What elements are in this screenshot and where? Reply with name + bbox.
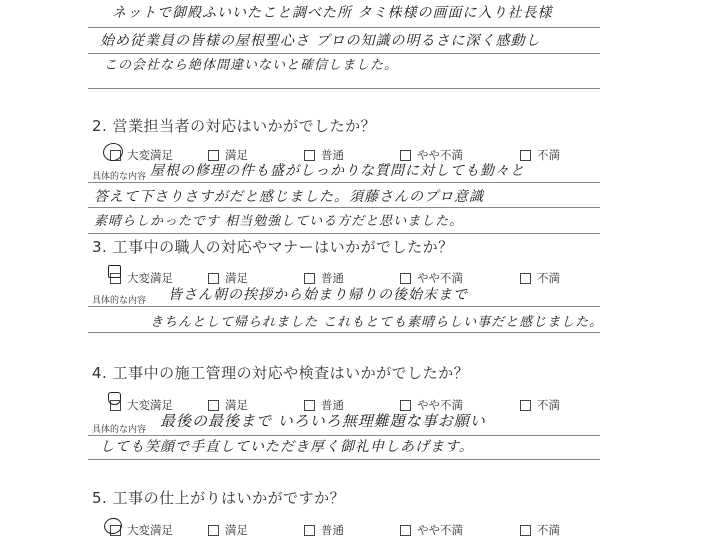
detail-tag: 具体的な内容 — [92, 425, 147, 435]
selection-check-mark — [108, 392, 121, 405]
rating-options-q5 — [110, 522, 610, 540]
option-satisfied[interactable]: 満足 — [208, 397, 248, 413]
answer-rule — [88, 332, 600, 333]
checkbox[interactable] — [208, 400, 219, 411]
question-3 — [92, 236, 454, 257]
q3-answer-line-1: 皆さん朝の挨拶から始まり帰りの後始末まで — [168, 287, 468, 303]
section1-handwritten-line-3: この会社なら絶体間違いないと確信しました。 — [104, 58, 399, 73]
option-very-satisfied[interactable]: 大変満足 — [110, 522, 173, 538]
option-somewhat-dissatisfied[interactable]: やや不満 — [400, 397, 463, 413]
option-very-satisfied[interactable]: 大変満足 — [110, 147, 173, 163]
option-neutral[interactable]: 普通 — [304, 522, 344, 538]
question-number: 4. — [92, 364, 108, 382]
option-somewhat-dissatisfied[interactable]: やや不満 — [400, 270, 463, 286]
q2-answer-line-2: 答えて下さりさすがだと感じました。須藤さんのプロ意識 — [94, 189, 484, 205]
option-somewhat-dissatisfied[interactable]: やや不満 — [400, 147, 463, 163]
option-neutral[interactable]: 普通 — [304, 147, 344, 163]
answer-rule — [88, 27, 600, 28]
option-dissatisfied[interactable]: 不満 — [520, 147, 560, 163]
selection-check-mark — [108, 265, 121, 278]
question-text: 工事中の施工管理の対応や検査はいかがでしたか？ — [112, 364, 470, 382]
option-satisfied[interactable]: 満足 — [208, 147, 248, 163]
detail-tag: 具体的な内容 — [92, 296, 147, 306]
checkbox[interactable] — [208, 273, 219, 284]
checkbox[interactable] — [400, 150, 411, 161]
question-text: 工事中の職人の対応やマナーはいかがでしたか？ — [112, 238, 454, 256]
question-number: 2. — [92, 117, 108, 135]
option-dissatisfied[interactable]: 不満 — [520, 270, 560, 286]
option-satisfied[interactable]: 満足 — [208, 270, 248, 286]
checkbox[interactable] — [520, 150, 531, 161]
q4-answer-line-1: 最後の最後まで いろいろ無理難題な事お願い — [160, 412, 486, 430]
question-2 — [92, 115, 376, 136]
checkbox[interactable] — [304, 273, 315, 284]
answer-rule — [88, 207, 600, 208]
detail-tag: 具体的な内容 — [92, 172, 147, 182]
option-very-satisfied[interactable]: 大変満足 — [110, 270, 173, 286]
option-very-satisfied[interactable]: 大変満足 — [110, 397, 173, 413]
option-somewhat-dissatisfied[interactable]: やや不満 — [400, 522, 463, 538]
question-5 — [92, 487, 345, 508]
answer-rule — [88, 88, 600, 89]
answer-rule — [88, 182, 600, 183]
option-satisfied[interactable]: 満足 — [208, 522, 248, 538]
question-number: 3. — [92, 238, 108, 256]
q4-answer-line-2: しても笑顔で手直していただき厚く御礼申しあげます。 — [100, 439, 474, 455]
question-text: 工事の仕上がりはいかがですか？ — [112, 489, 346, 507]
checkbox[interactable] — [520, 400, 531, 411]
q2-answer-line-3: 素晴らしかったです 相当勉強している方だと思いました。 — [94, 214, 464, 229]
answer-rule — [88, 306, 600, 307]
section1-handwritten-line-1: ネットで御殿ふいいたこと調べた所 タミ株様の画面に入り社長様 — [112, 5, 553, 21]
checkbox[interactable] — [520, 525, 531, 536]
option-neutral[interactable]: 普通 — [304, 397, 344, 413]
question-4 — [92, 362, 469, 383]
question-text: 営業担当者の対応はいかがでしたか？ — [112, 117, 377, 135]
q3-answer-line-2: きちんとして帰られました これもとても素晴らしい事だと感じました。 — [150, 315, 604, 330]
checkbox[interactable] — [520, 273, 531, 284]
section1-handwritten-line-2: 始め従業員の皆様の屋根聖心さ プロの知識の明るさに深く感動し — [100, 33, 541, 49]
q2-answer-line-1: 屋根の修理の件も盛がしっかりな質問に対しても勤々と — [150, 163, 525, 179]
question-number: 5. — [92, 489, 108, 507]
checkbox[interactable] — [208, 525, 219, 536]
checkbox[interactable] — [304, 525, 315, 536]
option-dissatisfied[interactable]: 不満 — [520, 397, 560, 413]
checkbox[interactable] — [400, 525, 411, 536]
checkbox[interactable] — [304, 150, 315, 161]
option-neutral[interactable]: 普通 — [304, 270, 344, 286]
answer-rule — [88, 233, 600, 234]
answer-rule — [88, 459, 600, 460]
checkbox[interactable] — [304, 400, 315, 411]
checkbox[interactable] — [400, 400, 411, 411]
option-dissatisfied[interactable]: 不満 — [520, 522, 560, 538]
checkbox[interactable] — [400, 273, 411, 284]
checkbox[interactable] — [208, 150, 219, 161]
